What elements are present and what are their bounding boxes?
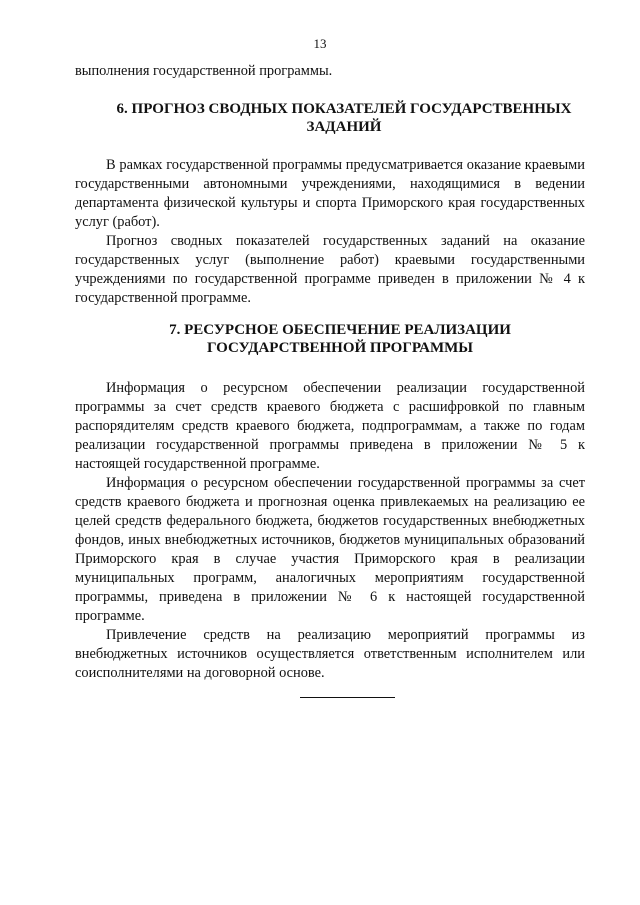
section-6-heading: 6. ПРОГНОЗ СВОДНЫХ ПОКАЗАТЕЛЕЙ ГОСУДАРСТВЕННЫХ ЗАДАНИЙ bbox=[116, 101, 572, 135]
page-number: 13 bbox=[313, 36, 327, 51]
section-7-paragraph-3: Привлечение средств на реализацию мероприятий программы из внебюджетных источников осуществляется ответственным исполнителем или соисполнителями на договорной основе. bbox=[75, 627, 585, 681]
section-6-paragraph-2: Прогноз сводных показателей государственных заданий на оказание государственных услуг (выполнение работ) краевыми государственными учреждениями по государственной программе приведен в приложении № 4 к государственной программе. bbox=[75, 233, 585, 306]
section-7-paragraph-2: Информация о ресурсном обеспечении государственной программы за счет средств краевого бюджета и прогнозная оценка привлекаемых на реализацию ее целей средств федерального бюджета, бюджетов государственных внебюджетных фондов, иных внебюджетных источников, бюджетов муниципальных образований Приморского края в случае участия Приморского края в реализации муниципальных программ, аналогичных мероприятиям государственной программы, приведена в приложении № 6 к настоящей государственной программе. bbox=[75, 475, 585, 624]
document-body bbox=[75, 62, 585, 683]
end-separator-line bbox=[300, 697, 395, 698]
section-7-paragraph-1: Информация о ресурсном обеспечении реализации государственной программы за счет средств краевого бюджета с расшифровкой по главным распорядителям средств краевого бюджета, подпрограммам, а также по годам реализации государственной программы приведена в приложении № 5 к настоящей государственной программе. bbox=[75, 380, 585, 472]
section-6-paragraph-1: В рамках государственной программы предусматривается оказание краевыми государственными автономными учреждениями, находящимися в ведении департамента физической культуры и спорта Приморского края государственных услуг (работ). bbox=[75, 157, 585, 230]
section-7-heading: 7. РЕСУРСНОЕ ОБЕСПЕЧЕНИЕ РЕАЛИЗАЦИИ ГОСУДАРСТВЕННОЙ ПРОГРАММЫ bbox=[169, 322, 511, 356]
intro-line: выполнения государственной программы. bbox=[75, 63, 333, 79]
